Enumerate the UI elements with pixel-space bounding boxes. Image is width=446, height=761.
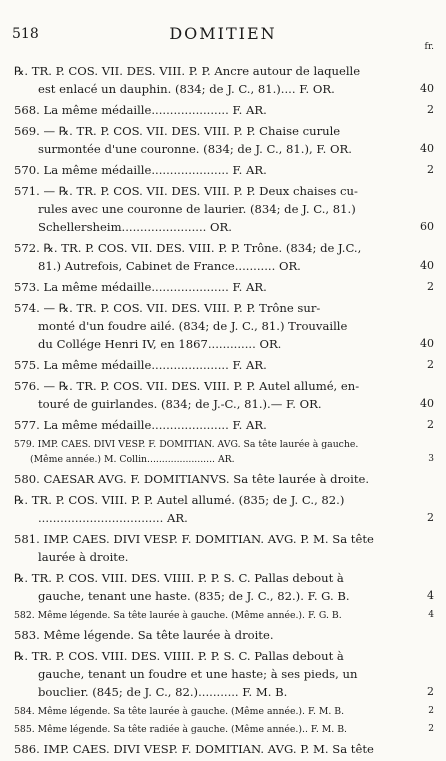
entry-line: 569. — ℞. TR. P. COS. VII. DES. VIII. P. P. Chaise curule [14,124,341,138]
catalog-entry [14,101,434,119]
entry-line: 581. IMP. CAES. DIVI VESP. F. DOMITIAN. AVG. P. M. Sa tête [14,532,374,546]
entry-price: 2 [427,163,434,176]
entry-price: 2 [427,418,434,431]
catalog-entry [14,608,434,623]
entry-line: monté d'un foudre ailé. (834; de J. C., 81.) Trouvaille [38,319,348,333]
entry-line: 580. CAESAR AVG. F. DOMITIANVS. Sa tête laurée à droite. [14,472,370,486]
entry-line: 572. ℞. TR. P. COS. VII. DES. VIII. P. P. Trône. (834; de J.C., [14,241,362,255]
entry-price: 60 [420,220,434,233]
page-number: 518 [12,26,39,42]
entry-line: 585. Même légende. Sa tête radiée à gauche. (Même année.).. F. M. B. [14,724,348,735]
entry-line: 573. La même médaille..................... F. AR. [14,280,267,294]
catalog-entry [14,569,434,605]
catalog-entry [14,377,434,413]
entry-line: gauche, tenant une haste. (835; de J. C., 82.). F. G. B. [38,589,350,603]
page-header [12,18,434,52]
entry-price: 2 [427,103,434,116]
entry-line: 574. — ℞. TR. P. COS. VII. DES. VIII. P. P. Trône sur- [14,301,321,315]
catalog-entry [14,647,434,701]
entry-line: 571. — ℞. TR. P. COS. VII. DES. VIII. P. P. Deux chaises cu- [14,184,358,198]
entry-line: .................................. AR. [38,511,188,525]
catalog-entry [14,626,434,644]
entry-line: 575. La même médaille..................... F. AR. [14,358,267,372]
entry-line: bouclier. (845; de J. C., 82.)........... F. M. B. [38,685,288,699]
catalog-entry [14,182,434,236]
entry-line: est enlacé un dauphin. (834; de J. C., 81.).... F. OR. [38,82,335,96]
catalog-entry [14,239,434,275]
catalog-entry [14,416,434,434]
entry-line: surmontée d'une couronne. (834; de J. C., 81.), F. OR. [38,142,352,156]
entry-line: 584. Même légende. Sa tête laurée à gauche. (Même année.). F. M. B. [14,706,345,717]
entry-price: 4 [428,610,434,620]
entry-line: 81.) Autrefois, Cabinet de France........... OR. [38,259,301,273]
entry-line: 583. Même légende. Sa tête laurée à droite. [14,628,274,642]
entry-price: 2 [428,706,434,716]
entry-line: ℞. TR. P. COS. VIII. DES. VIIII. P. P. S. C. Pallas debout à [14,649,344,663]
entry-line: gauche, tenant un foudre et une haste; à ses pieds, un [38,667,358,681]
entry-price: 2 [428,724,434,734]
entry-line: 579. IMP. CAES. DIVI VESP. F. DOMITIAN. AVG. Sa tête laurée à gauche. [14,439,359,450]
entry-price: 40 [420,259,434,272]
entry-line: Schellersheim....................... OR. [38,220,232,234]
entry-price: 40 [420,82,434,95]
catalog-entry [14,722,434,737]
entry-price: 4 [427,589,434,602]
entry-line: (Même année.) M. Collin....................... AR. [30,454,235,465]
entry-price: 2 [427,358,434,371]
entry-line: rules avec une couronne de laurier. (834; de J. C., 81.) [38,202,356,216]
entry-line: 576. — ℞. TR. P. COS. VII. DES. VIII. P. P. Autel allumé, en- [14,379,360,393]
entry-line: ℞. TR. P. COS. VII. DES. VIII. P. P. Ancre autour de laquelle [14,64,361,78]
entry-price: 2 [427,685,434,698]
entry-line: laurée à droite. [38,550,129,564]
catalog-entry [14,491,434,527]
entry-price: 2 [427,511,434,524]
catalog-entry [14,356,434,374]
catalog-entry [14,161,434,179]
entry-line: ℞. TR. P. COS. VIII. P. P. Autel allumé. (835; de J. C., 82.) [14,493,345,507]
catalog-entry [14,740,434,758]
catalog-entry [14,278,434,296]
entry-price: 40 [420,397,434,410]
catalog-entry [14,470,434,488]
catalog-entry [14,704,434,719]
price-unit: fr. [424,42,434,52]
entry-line: touré de guirlandes. (834; de J.-C., 81.).— F. OR. [38,397,322,411]
entry-line: 568. La même médaille..................... F. AR. [14,103,267,117]
entry-line: 582. Même légende. Sa tête laurée à gauche. (Même année.). F. G. B. [14,610,342,621]
catalog-entry [14,437,434,467]
catalog-entry [14,530,434,566]
entry-line: 577. La même médaille..................... F. AR. [14,418,267,432]
entry-line: du Collége Henri IV, en 1867............. OR. [38,337,282,351]
catalog-entries [14,62,434,761]
catalog-entry [14,299,434,353]
catalog-entry [14,62,434,98]
entry-line: ℞. TR. P. COS. VIII. DES. VIIII. P. P. S. C. Pallas debout à [14,571,344,585]
entry-line: 586. IMP. CAES. DIVI VESP. F. DOMITIAN. AVG. P. M. Sa tête [14,742,374,756]
entry-line: 570. La même médaille..................... F. AR. [14,163,267,177]
entry-price: 40 [420,337,434,350]
page-title: DOMITIEN [169,24,277,43]
catalog-entry [14,122,434,158]
entry-price: 3 [428,454,434,464]
entry-price: 40 [420,142,434,155]
entry-price: 2 [427,280,434,293]
